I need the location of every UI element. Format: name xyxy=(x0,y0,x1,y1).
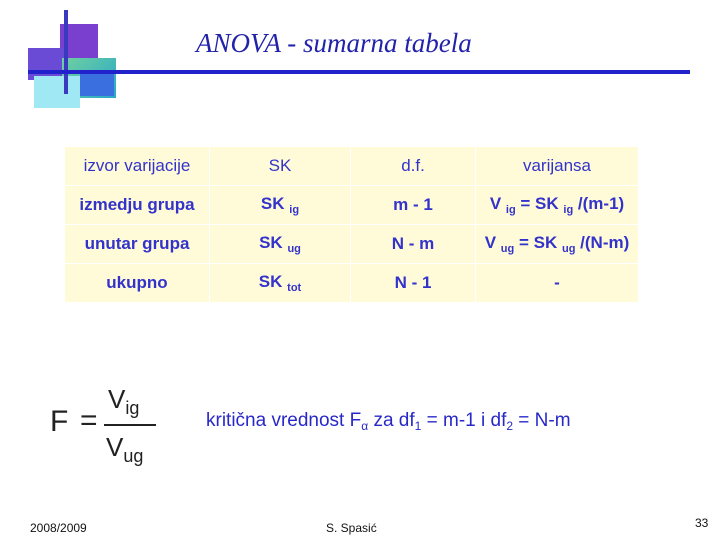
source-cell: ukupno xyxy=(65,264,210,303)
critical-value-text: kritična vrednost $F_\alpha$ za $df_1 = m-1$ i $df_2 = N-m$ xyxy=(206,410,571,433)
sk-cell: SK $_{ug}$ xyxy=(210,225,351,264)
variance-cell: V $_{ug}$ = SK $_{ug}$ /(N-m) xyxy=(476,225,639,264)
footer-author: S. Spasić xyxy=(326,521,377,535)
logo-square-cyan xyxy=(34,76,80,108)
header-cell: d.f. xyxy=(351,147,476,186)
df-cell: m - 1 xyxy=(351,186,476,225)
table-row xyxy=(65,225,639,264)
df-cell: N - m xyxy=(351,225,476,264)
df-cell: N - 1 xyxy=(351,264,476,303)
table-header-row xyxy=(65,147,639,186)
slide-title: ANOVA - sumarna tabela xyxy=(196,28,472,58)
title-underline xyxy=(28,70,690,74)
page-number: 33 xyxy=(695,516,709,530)
sk-cell: SK $_{tot}$ xyxy=(210,264,351,303)
formula-denominator: $V_{ug}$ xyxy=(106,432,144,466)
sk-cell: SK $_{ig}$ xyxy=(210,186,351,225)
variance-cell: - xyxy=(476,264,639,303)
formula-numerator: $V_{ig}$ xyxy=(108,384,140,418)
table-row xyxy=(65,264,639,303)
variance-cell: V $_{ig}$ = SK $_{ig}$ /(m-1) xyxy=(476,186,639,225)
fraction-bar xyxy=(104,424,156,426)
footer-date: 2008/2009 xyxy=(30,521,87,535)
header-cell: izvor varijacije xyxy=(65,147,210,186)
logo-vertical-line xyxy=(64,10,68,94)
source-cell: izmedju grupa xyxy=(65,186,210,225)
header-cell: SK xyxy=(210,147,351,186)
anova-table xyxy=(64,146,639,303)
source-cell: unutar grupa xyxy=(65,225,210,264)
table-row xyxy=(65,186,639,225)
formula-lhs: F xyxy=(50,405,69,438)
header-cell: varijansa xyxy=(476,147,639,186)
formula-equals: = xyxy=(80,404,98,437)
